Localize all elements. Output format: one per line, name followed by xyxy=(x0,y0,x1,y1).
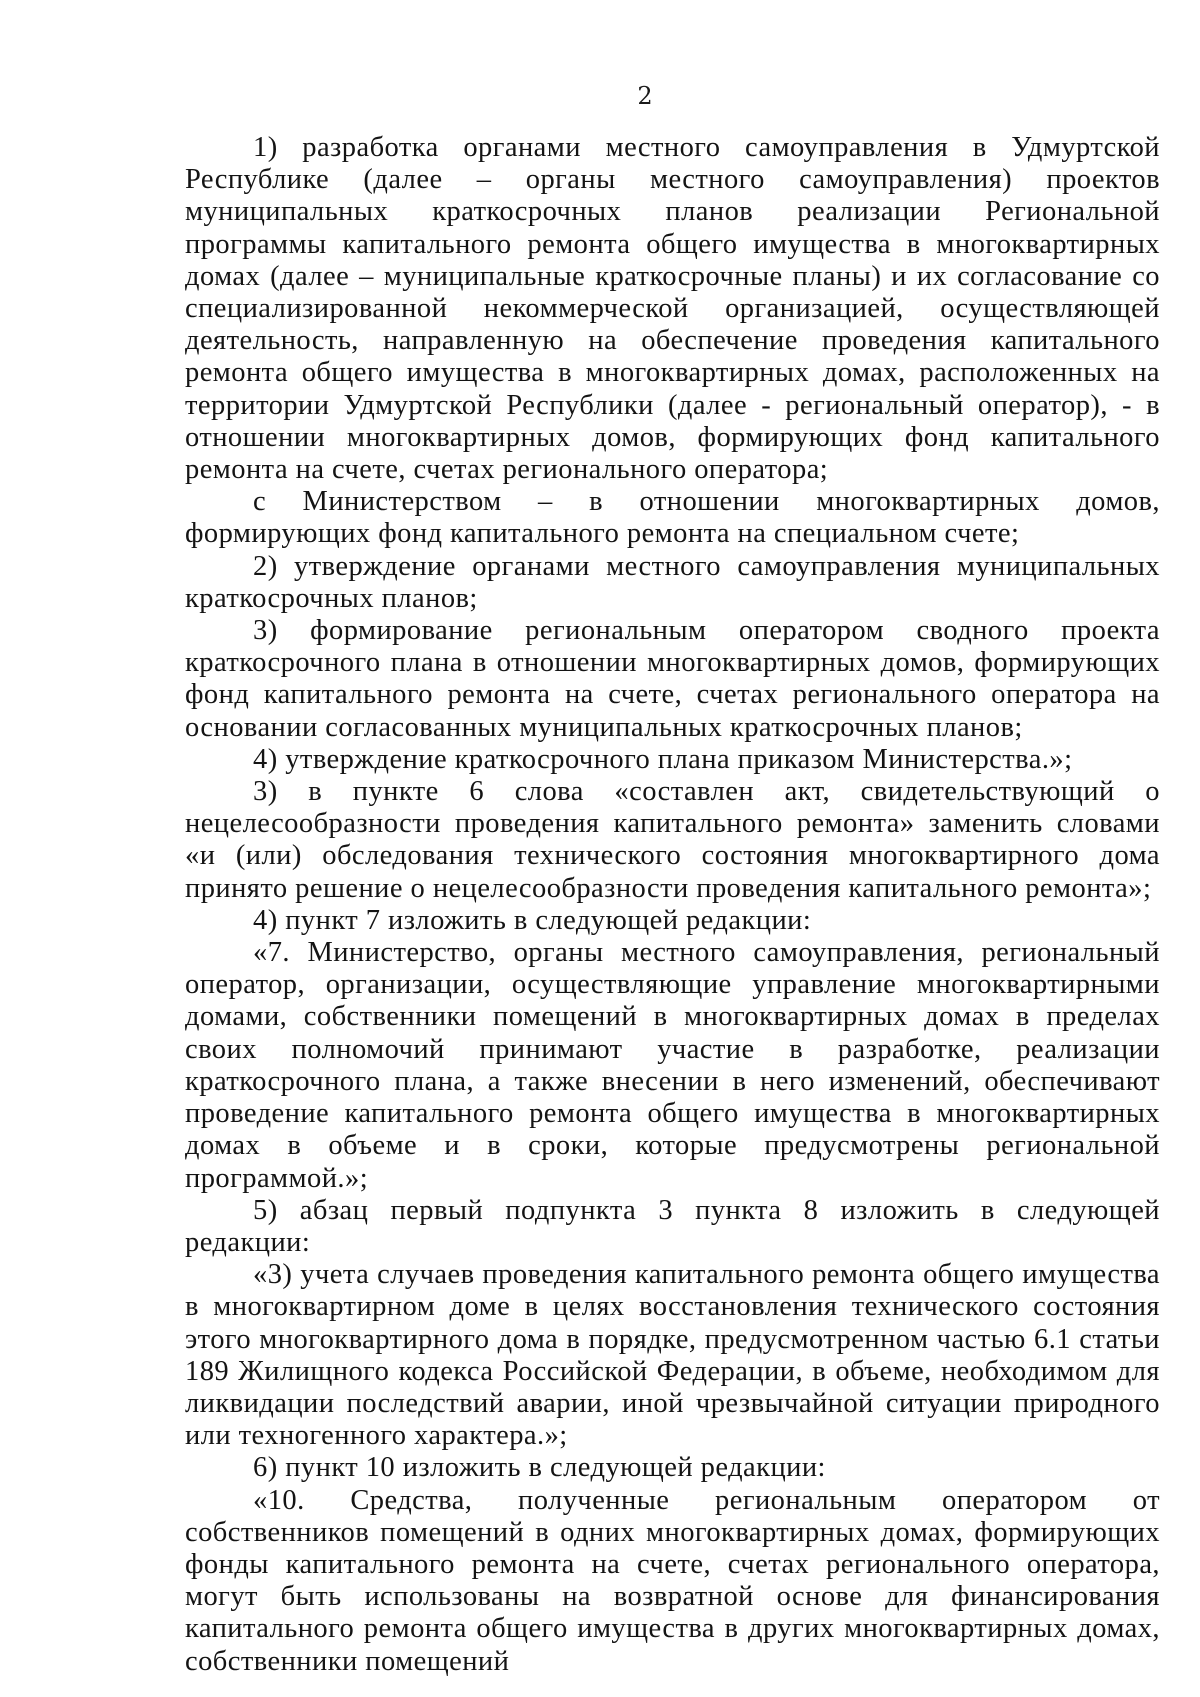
paragraph-10: «3) учета случаев проведения капитального ремонта общего имущества в многоквартирном доме в целях восстановления технического состояния этого многоквартирного дома в порядке, предусмотренном частью 6.1 статьи 189 Жилищного кодекса Российской Федерации, в объеме, необходимом для ликвидации последствий аварии, иной чрезвычайной ситуации природного или техногенного характера.»; xyxy=(185,1259,1160,1452)
paragraph-7: 4) пункт 7 изложить в следующей редакции: xyxy=(253,904,812,936)
paragraph-8: «7. Министерство, органы местного самоуправления, региональный оператор, организации, осуществляющие управление многоквартирными домами, собственники помещений в многоквартирных домах в пределах своих полномочий принимают участие в разработке, реализации краткосрочного плана, а также внесении в него изменений, обеспечивают проведение капитального ремонта общего имущества в многоквартирных домах в объеме и в сроки, которые предусмотрены региональной программой.»; xyxy=(185,937,1160,1194)
document-body xyxy=(185,132,1160,1678)
paragraph-2: с Министерством – в отношении многоквартирных домов, формирующих фонд капитального ремонта на специальном счете; xyxy=(185,486,1160,550)
paragraph-9: 5) абзац первый подпункта 3 пункта 8 изложить в следующей редакции: xyxy=(185,1194,1160,1258)
paragraph-12: «10. Средства, полученные региональным оператором от собственников помещений в одних многоквартирных домах, формирующих фонды капитального ремонта на счете, счетах регионального оператора, могут быть использованы на возвратной основе для финансирования капитального ремонта общего имущества в других многоквартирных домах, собственники помещений xyxy=(185,1484,1160,1677)
paragraph-6: 3) в пункте 6 слова «составлен акт, свидетельствующий о нецелесообразности проведения капитального ремонта» заменить словами «и (или) обследования технического состояния многоквартирного дома принято решение о нецелесообразности проведения капитального ремонта»; xyxy=(185,776,1160,904)
paragraph-5: 4) утверждение краткосрочного плана приказом Министерства.»; xyxy=(253,743,1073,775)
page-number: 2 xyxy=(637,82,653,110)
paragraph-1: 1) разработка органами местного самоуправления в Удмуртской Республике (далее – органы местного самоуправления) проектов муниципальных краткосрочных планов реализации Региональной программы капитального ремонта общего имущества в многоквартирных домах (далее – муниципальные краткосрочные планы) и их согласование со специализированной некоммерческой организацией, осуществляющей деятельность, направленную на обеспечение проведения капитального ремонта общего имущества в многоквартирных домах, расположенных на территории Удмуртской Республики (далее - региональный оператор), - в отношении многоквартирных домов, формирующих фонд капитального ремонта на счете, счетах регионального оператора; xyxy=(185,132,1160,486)
paragraph-3: 2) утверждение органами местного самоуправления муниципальных краткосрочных планов; xyxy=(185,550,1160,614)
paragraph-11: 6) пункт 10 изложить в следующей редакции: xyxy=(253,1452,826,1484)
paragraph-4: 3) формирование региональным оператором сводного проекта краткосрочного плана в отношении многоквартирных домов, формирующих фонд капитального ремонта на счете, счетах регионального оператора на основании согласованных муниципальных краткосрочных планов; xyxy=(185,615,1160,743)
